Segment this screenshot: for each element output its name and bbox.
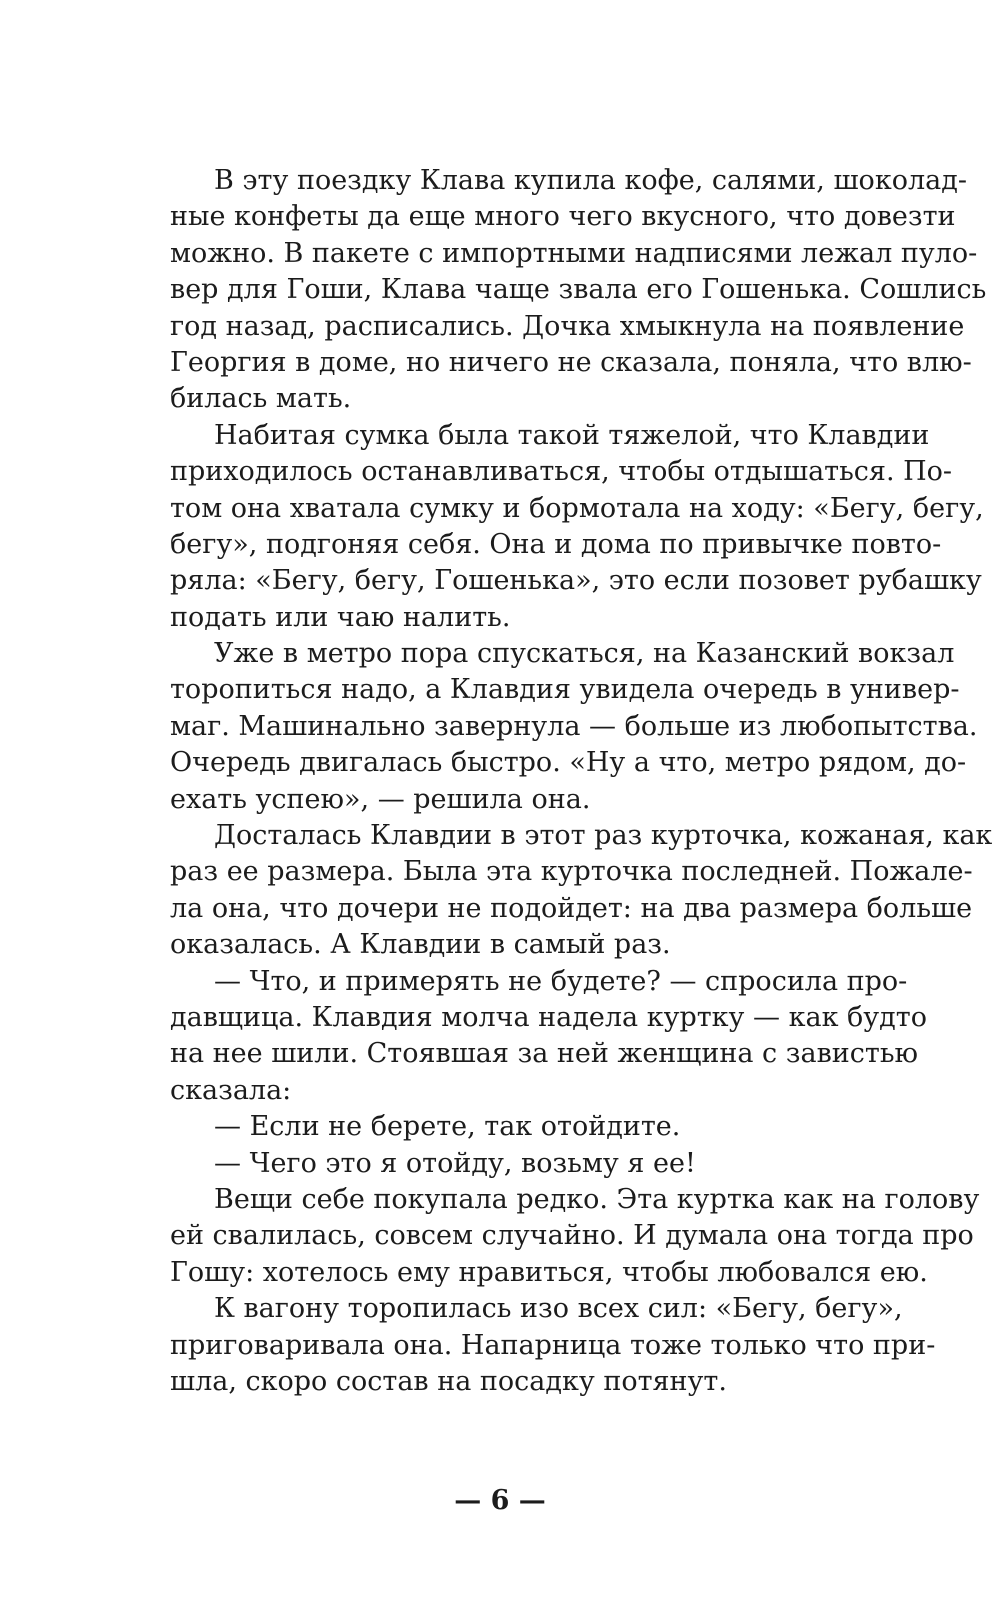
text-line: — Чего это я отойду, возьму я ее! xyxy=(214,1147,696,1179)
text-line: оказалась. А Клавдии в самый раз. xyxy=(170,929,671,961)
text-line: Досталась Клавдии в этот раз курточка, кожаная, как xyxy=(214,820,993,852)
text-line: раз ее размера. Была эта курточка последней. Пожале- xyxy=(170,856,973,888)
text-line: торопиться надо, а Клавдия увидела очередь в универ- xyxy=(170,674,960,706)
text-line: ехать успею», — решила она. xyxy=(170,783,591,815)
text-line: давщица. Клавдия молча надела куртку — как будто xyxy=(170,1001,927,1033)
text-line: ей свалилась, совсем случайно. И думала она тогда про xyxy=(170,1220,974,1252)
text-line: Георгия в доме, но ничего не сказала, поняла, что влю- xyxy=(170,346,972,378)
text-line: — Если не берете, так отойдите. xyxy=(214,1111,681,1143)
text-line: К вагону торопилась изо всех сил: «Бегу, бегу», xyxy=(214,1293,903,1325)
text-line: приходилось останавливаться, чтобы отдышаться. По- xyxy=(170,456,953,488)
page-number: — 6 — xyxy=(454,1485,546,1516)
text-line: шла, скоро состав на посадку потянут. xyxy=(170,1365,727,1397)
text-line: Вещи себе покупала редко. Эта куртка как на голову xyxy=(214,1183,980,1215)
text-line: бегу», подгоняя себя. Она и дома по привычке повто- xyxy=(170,528,942,560)
text-line: ряла: «Бегу, бегу, Гошенька», это если позовет рубашку xyxy=(170,565,982,597)
text-line: Гошу: хотелось ему нравиться, чтобы любовался ею. xyxy=(170,1256,928,1288)
text-line: год назад, расписались. Дочка хмыкнула на появление xyxy=(170,310,965,342)
text-line: подать или чаю налить. xyxy=(170,601,511,633)
text-line: Набитая сумка была такой тяжелой, что Клавдии xyxy=(214,419,930,451)
text-line: маг. Машинально завернула — больше из любопытства. xyxy=(170,710,978,742)
text-line: на нее шили. Стоявшая за ней женщина с завистью xyxy=(170,1038,919,1070)
text-line: В эту поездку Клава купила кофе, салями, шоколад- xyxy=(214,165,967,196)
text-line: сказала: xyxy=(170,1074,292,1106)
text-body xyxy=(170,163,993,1400)
text-line: можно. В пакете с импортными надписями лежал пуло- xyxy=(170,237,978,269)
text-line: вер для Гоши, Клава чаще звала его Гошенька. Сошлись xyxy=(170,274,987,306)
text-line: том она хватала сумку и бормотала на ходу: «Бегу, бегу, xyxy=(170,492,984,524)
text-line: ла она, что дочери не подойдет: на два размера больше xyxy=(170,892,973,924)
text-line: Очередь двигалась быстро. «Ну а что, метро рядом, до- xyxy=(170,747,967,779)
text-line: билась мать. xyxy=(170,383,352,415)
text-line: Уже в метро пора спускаться, на Казанский вокзал xyxy=(214,638,955,670)
text-line: приговаривала она. Напарница тоже только что при- xyxy=(170,1329,936,1361)
text-line: — Что, и примерять не будете? — спросила про- xyxy=(214,965,908,997)
text-line: ные конфеты да еще много чего вкусного, что довезти xyxy=(170,201,956,233)
